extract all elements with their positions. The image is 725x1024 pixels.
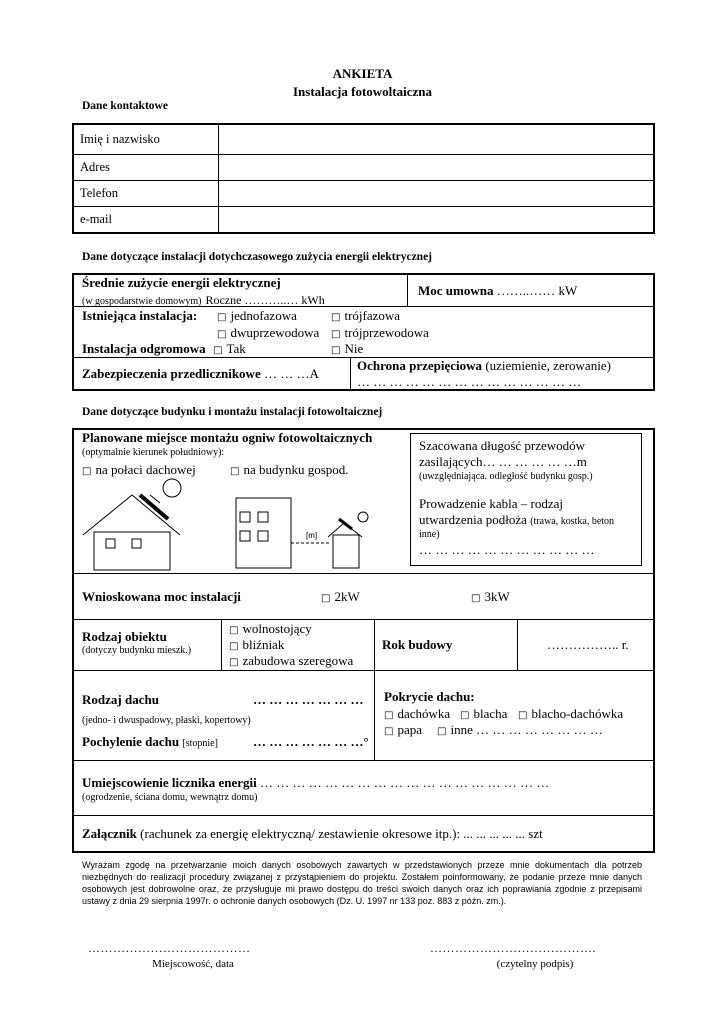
- phone-label: Telefon: [73, 181, 219, 207]
- year-built-label: Rok budowy: [382, 637, 453, 652]
- attachment-label: Załącznik: [82, 826, 137, 841]
- sun-icon: [163, 479, 181, 497]
- single-phase-checkbox[interactable]: □ jednofazowa: [217, 308, 297, 324]
- roof-other-checkbox[interactable]: □ inne … … … … … … … …: [437, 722, 603, 738]
- roof-sheet-checkbox[interactable]: □ blacha: [460, 706, 507, 722]
- cable-routing-dots[interactable]: … … … … … … … … … … …: [419, 542, 595, 557]
- document-subtitle: Instalacja fotowoltaiczna: [292, 84, 432, 99]
- table-row: [73, 155, 654, 181]
- name-label: Imię i nazwisko: [73, 124, 219, 155]
- roof-type-note: (jedno- i dwuspadowy, płaski, kopertowy): [82, 715, 251, 726]
- place-date-label: Miejscowość, data: [152, 958, 234, 970]
- roof-sheet-tile-checkbox[interactable]: □ blacho-dachówka: [518, 706, 623, 722]
- object-type-label: Rodzaj obiektu: [82, 629, 167, 644]
- pre-meter-protection-label: Zabezpieczenia przedlicznikowe: [82, 366, 261, 381]
- table-row: [73, 124, 654, 155]
- roof-type-dots[interactable]: … … … … … … …: [253, 692, 364, 707]
- avg-usage-label: Średnie zużycie energii elektrycznej: [82, 275, 281, 290]
- meter-location-label: Umiejscowienie licznika energii: [82, 775, 257, 790]
- phone-field[interactable]: [219, 181, 655, 207]
- roof-type-label: Rodzaj dachu: [82, 692, 159, 707]
- two-wire-checkbox[interactable]: □ dwuprzewodowa: [217, 325, 319, 341]
- roof-felt-checkbox[interactable]: □ papa: [384, 722, 422, 738]
- planned-location-note: (optymalnie kierunek południowy):: [82, 447, 225, 458]
- existing-installation-label: Istniejąca instalacja:: [82, 308, 198, 323]
- name-field[interactable]: [219, 124, 655, 155]
- document-title: ANKIETA: [332, 66, 393, 81]
- energy-section-title: Dane dotyczące instalacji dotychczasowego zużycia energii elektrycznej: [82, 251, 433, 263]
- wire-length-line1: Szacowana długość przewodów: [419, 438, 586, 453]
- cable-routing-line1: Prowadzenie kabla – rodzaj: [419, 496, 564, 511]
- avg-usage-note: (w gospodarstwie domowym): [82, 296, 202, 307]
- three-wire-checkbox[interactable]: □ trójprzewodowa: [331, 325, 429, 341]
- table-row: [73, 207, 654, 234]
- power-2kw-checkbox[interactable]: □ 2kW: [321, 589, 360, 605]
- outbuilding-wall: [236, 498, 291, 568]
- wire-length-note: (uwzględniająca. odległość budynku gosp.): [419, 471, 593, 482]
- roof-cover-label: Pokrycie dachu:: [384, 689, 475, 704]
- signature-label: (czytelny podpis): [496, 958, 574, 970]
- year-built-value[interactable]: …………….. r.: [547, 637, 629, 652]
- roof-slope-dots[interactable]: … … … … … … …°: [253, 734, 369, 749]
- lightning-yes-checkbox[interactable]: □ Tak: [213, 341, 246, 357]
- detached-checkbox[interactable]: □ wolnostojący: [229, 621, 312, 637]
- roof-mount-checkbox[interactable]: □ na połaci dachowej: [82, 462, 196, 478]
- wire-length-line2[interactable]: zasilających… … … … … …m: [419, 454, 587, 469]
- distance-label: [m]: [306, 531, 318, 540]
- semi-detached-checkbox[interactable]: □ bliźniak: [229, 637, 284, 653]
- lightning-protection-label: Instalacja odgromowa: [82, 341, 206, 356]
- email-label: e-mail: [73, 207, 219, 234]
- address-label: Adres: [73, 155, 219, 181]
- power-3kw-checkbox[interactable]: □ 3kW: [471, 589, 510, 605]
- installation-diagram: [80, 475, 400, 575]
- contact-table: [72, 123, 655, 234]
- roof-slope-note: [stopnie]: [182, 738, 218, 749]
- cable-routing-note-b: inne): [419, 529, 440, 540]
- terraced-checkbox[interactable]: □ zabudowa szeregowa: [229, 653, 353, 669]
- contact-section-title: Dane kontaktowe: [82, 100, 168, 112]
- surge-protection-dots[interactable]: … … … … … … … … … … … … … …: [357, 374, 582, 389]
- table-row: [73, 181, 654, 207]
- house-wall: [94, 532, 170, 570]
- three-phase-checkbox[interactable]: □ trójfazowa: [331, 308, 400, 324]
- roof-tile-checkbox[interactable]: □ dachówka: [384, 706, 450, 722]
- building-section-title: Dane dotyczące budynku i montażu instalacji fotowoltaicznej: [82, 406, 383, 418]
- attachment-value[interactable]: (rachunek za energię elektryczną/ zestawienie okresowe itp.): ... ... ... ... ... szt: [140, 826, 543, 841]
- surge-protection-label: Ochrona przepięciowa: [357, 358, 483, 373]
- requested-power-label: Wnioskowana moc instalacji: [82, 589, 241, 604]
- cable-routing-note-a: (trawa, kostka, beton: [530, 516, 615, 527]
- object-type-note: (dotyczy budynku mieszk.): [82, 645, 192, 656]
- address-field[interactable]: [219, 155, 655, 181]
- cable-routing-line2: utwardzenia podłoża: [419, 512, 527, 527]
- meter-location-dots[interactable]: … … … … … … … … … … … … … … … … … …: [260, 775, 550, 790]
- contract-power-label: Moc umowna: [418, 283, 494, 298]
- outbuilding-mount-checkbox[interactable]: □ na budynku gospod.: [230, 462, 349, 478]
- signature-line[interactable]: ………………………………….: [430, 941, 596, 955]
- avg-usage-value[interactable]: Roczne ………..… kWh: [205, 293, 325, 307]
- roof-slope-label: Pochylenie dachu: [82, 734, 180, 749]
- consent-text: Wyrażam zgodę na przetwarzanie moich danych osobowych zawartych w przedstawionych przeze mnie dokumentach dla potrzeb niezbędnych do realizacji procedury związanej z przystąpieniem do projektu. Zostałem poinformowany, że podanie przeze mnie danych osobowych jest dobrowolne oraz, że przysługuje mi prawo dostępu do treści swoich danych oraz ich poprawiania zgodnie z przepisami ustawy z dnia 29 sierpnia 1997r. o ochronie danych osobowych (Dz. U. 1997 nr 133 poz. 883 z późn. zm.).: [82, 860, 642, 906]
- meter-location-note: (ogrodzenie, ściana domu, wewnątrz domu): [82, 792, 258, 803]
- planned-location-label: Planowane miejsce montażu ogniw fotowoltaicznych: [82, 430, 373, 445]
- surge-protection-note: (uziemienie, zerowanie): [485, 358, 611, 373]
- place-date-line[interactable]: …………………………………: [88, 941, 251, 955]
- contract-power-value[interactable]: ……..…… kW: [496, 283, 578, 298]
- email-field[interactable]: [219, 207, 655, 234]
- pre-meter-protection-value[interactable]: … … …A: [263, 366, 319, 381]
- lightning-no-checkbox[interactable]: □ Nie: [331, 341, 363, 357]
